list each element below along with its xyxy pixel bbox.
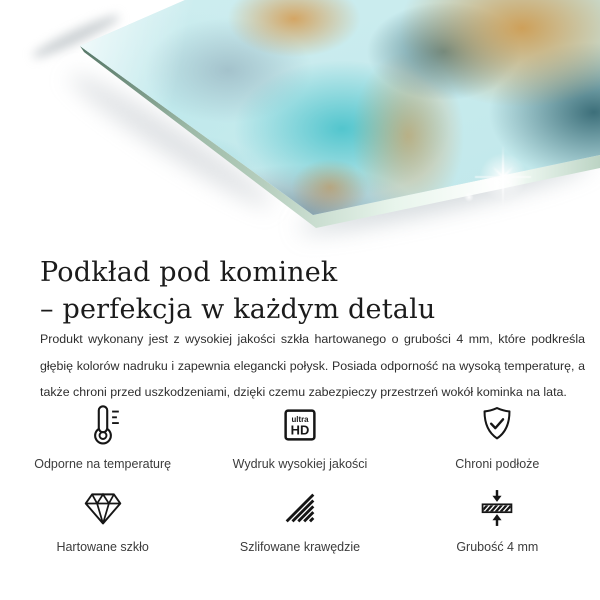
feature-tempered-glass [4,485,201,554]
feature-label: Szlifowane krawędzie [239,540,361,554]
feature-label: Odporne na temperaturę [34,457,172,471]
hd-text: HD [290,422,310,438]
ultra-hd-icon [277,402,323,448]
product-heading [40,254,436,328]
shield-check-icon [475,402,519,448]
product-heading-line1: Podkład pod kominek [40,257,338,289]
feature-temperature [4,402,201,471]
feature-label: Wydruk wysokiej jakości [232,457,368,471]
product-description: Produkt wykonany jest z wysokiej jakości szkła hartowanego o grubości 4 mm, które podkreśla głębię kolorów nadruku i zapewnia elegancki połysk. Posiada odporność na wysoką temperaturę, a także chroni przed uszkodzeniami, dzięki czemu zabezpieczy przestrzeń wokół kominka na lata. [40,332,585,400]
feature-protection [399,402,596,471]
feature-print-quality [201,402,398,471]
features-grid [4,402,596,554]
feature-polished-edges [201,485,398,554]
feature-label: Hartowane szkło [56,540,149,554]
diamond-icon [81,485,125,531]
feature-label: Grubość 4 mm [456,540,539,554]
thermometer-icon [80,402,126,448]
feature-thickness [399,485,596,554]
thickness-icon [476,485,518,531]
product-heading-line2: – perfekcja w każdym detalu [40,294,436,326]
product-photo [0,0,600,234]
feature-label: Chroni podłoże [455,457,540,471]
polished-edges-icon [280,485,320,531]
ultra-text: ultra [291,415,309,425]
sparkle-highlight-icon [471,145,535,209]
sparkle-small [464,192,474,202]
